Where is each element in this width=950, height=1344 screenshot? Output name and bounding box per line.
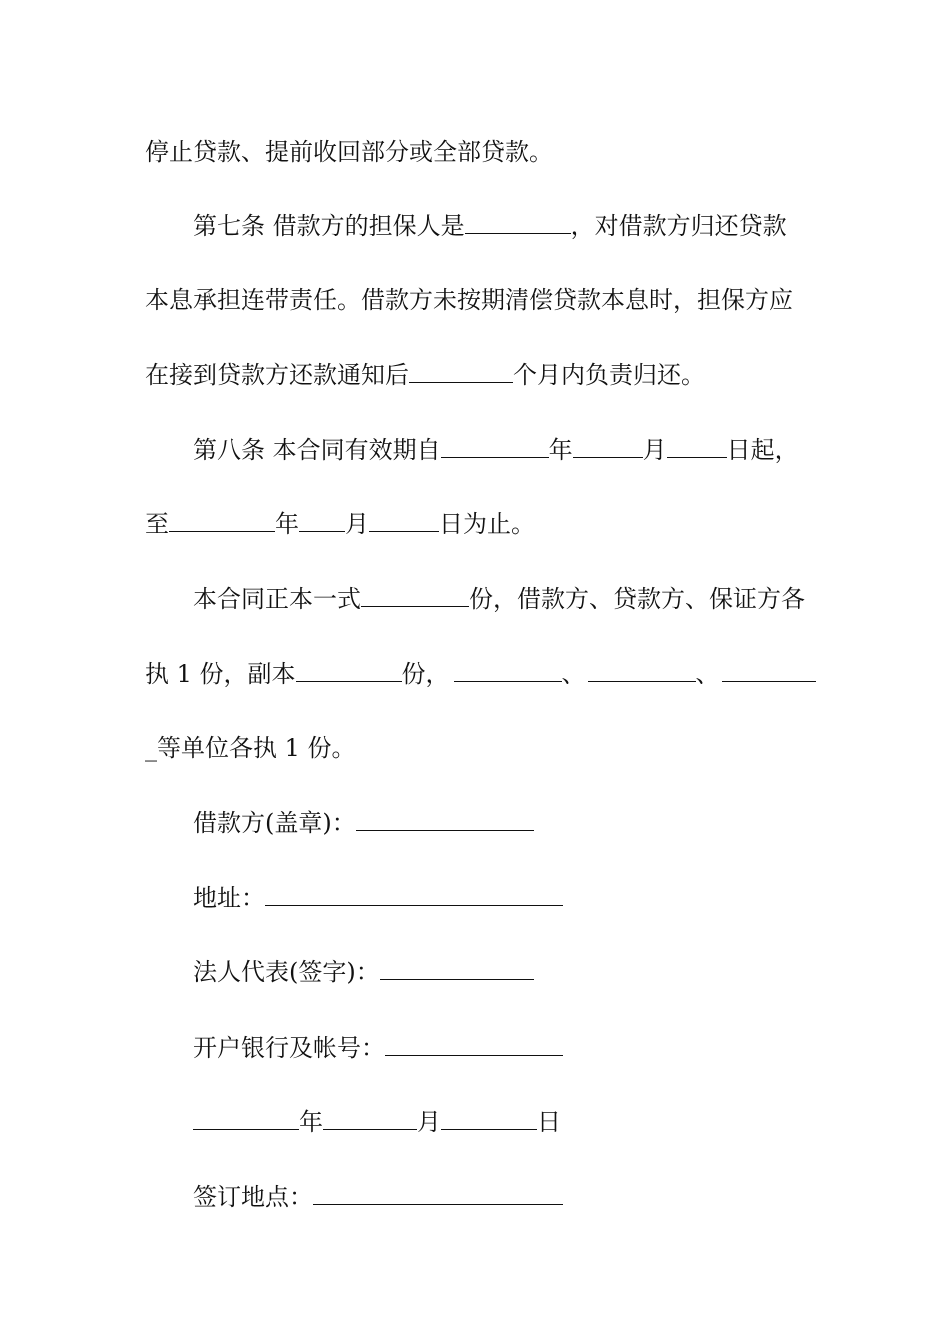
paragraph-continuation bbox=[145, 137, 553, 167]
article-7-text: 个月内负责归还。 bbox=[513, 361, 705, 389]
copies-text: 份， bbox=[401, 660, 450, 688]
start-month-blank[interactable] bbox=[573, 435, 643, 458]
article-8-line-1 bbox=[193, 435, 799, 465]
address-label: 地址： bbox=[193, 884, 265, 912]
legal-rep-field[interactable] bbox=[380, 957, 534, 980]
year-label: 年 bbox=[275, 510, 299, 538]
copies-text: 本合同正本一式 bbox=[193, 585, 361, 613]
article-8-text: 至 bbox=[145, 510, 169, 538]
article-8-text: 第八条 本合同有效期自 bbox=[193, 436, 441, 464]
borrower-seal-field[interactable] bbox=[356, 808, 534, 831]
article-7-line-3 bbox=[145, 360, 705, 390]
sign-month-field[interactable] bbox=[323, 1107, 417, 1130]
article-7-line-1 bbox=[193, 211, 787, 241]
guarantor-blank[interactable] bbox=[465, 211, 571, 234]
article-7-text: ，对借款方归还贷款 bbox=[570, 212, 787, 240]
months-blank[interactable] bbox=[409, 360, 513, 383]
month-label: 月 bbox=[642, 436, 667, 464]
day-label: 日 bbox=[537, 1108, 561, 1136]
copies-text: _等单位各执 1 份。 bbox=[145, 734, 356, 762]
month-label: 月 bbox=[345, 510, 369, 538]
legal-rep-label: 法人代表(签字)： bbox=[193, 958, 380, 986]
copies-line-1 bbox=[193, 584, 805, 614]
sign-year-field[interactable] bbox=[193, 1107, 299, 1130]
unit-2-blank[interactable] bbox=[588, 659, 696, 682]
year-label: 年 bbox=[548, 436, 573, 464]
sign-date-line bbox=[193, 1107, 561, 1137]
sign-day-field[interactable] bbox=[441, 1107, 537, 1130]
legal-rep-line bbox=[193, 957, 534, 987]
sign-place-field[interactable] bbox=[313, 1182, 563, 1205]
start-day-blank[interactable] bbox=[667, 435, 727, 458]
bank-line bbox=[193, 1033, 563, 1063]
day-label: 日起， bbox=[726, 436, 799, 464]
copies-line-3 bbox=[145, 733, 356, 763]
end-day-blank[interactable] bbox=[369, 509, 439, 532]
sign-place-line bbox=[193, 1182, 563, 1212]
bank-account-field[interactable] bbox=[385, 1033, 563, 1056]
paragraph-text: 停止贷款、提前收回部分或全部贷款。 bbox=[145, 138, 553, 166]
address-line bbox=[193, 883, 563, 913]
unit-3-blank[interactable] bbox=[722, 659, 816, 682]
article-7-text: 第七条 借款方的担保人是 bbox=[193, 212, 465, 240]
end-year-blank[interactable] bbox=[169, 509, 275, 532]
copies-text: 份，借款方、贷款方、保证方各 bbox=[469, 585, 805, 613]
copies-text: 执 1 份，副本 bbox=[145, 660, 296, 688]
address-field[interactable] bbox=[265, 883, 563, 906]
start-year-blank[interactable] bbox=[441, 435, 549, 458]
month-label: 月 bbox=[417, 1108, 441, 1136]
article-7-line-2 bbox=[145, 285, 793, 315]
article-8-line-2 bbox=[145, 509, 535, 539]
bank-label: 开户银行及帐号： bbox=[193, 1034, 385, 1062]
article-7-text: 本息承担连带责任。借款方未按期清偿贷款本息时，担保方应 bbox=[145, 286, 793, 314]
duplicate-copies-blank[interactable] bbox=[296, 659, 402, 682]
copies-line-2 bbox=[145, 659, 816, 689]
original-copies-blank[interactable] bbox=[361, 584, 469, 607]
unit-1-blank[interactable] bbox=[454, 659, 562, 682]
separator: 、 bbox=[561, 660, 586, 688]
year-label: 年 bbox=[299, 1108, 323, 1136]
separator: 、 bbox=[695, 660, 720, 688]
article-8-text: 日为止。 bbox=[439, 510, 535, 538]
borrower-label: 借款方(盖章)： bbox=[193, 809, 356, 837]
sign-place-label: 签订地点： bbox=[193, 1183, 313, 1211]
article-7-text: 在接到贷款方还款通知后 bbox=[145, 361, 409, 389]
borrower-seal-line bbox=[193, 808, 534, 838]
end-month-blank[interactable] bbox=[299, 509, 345, 532]
